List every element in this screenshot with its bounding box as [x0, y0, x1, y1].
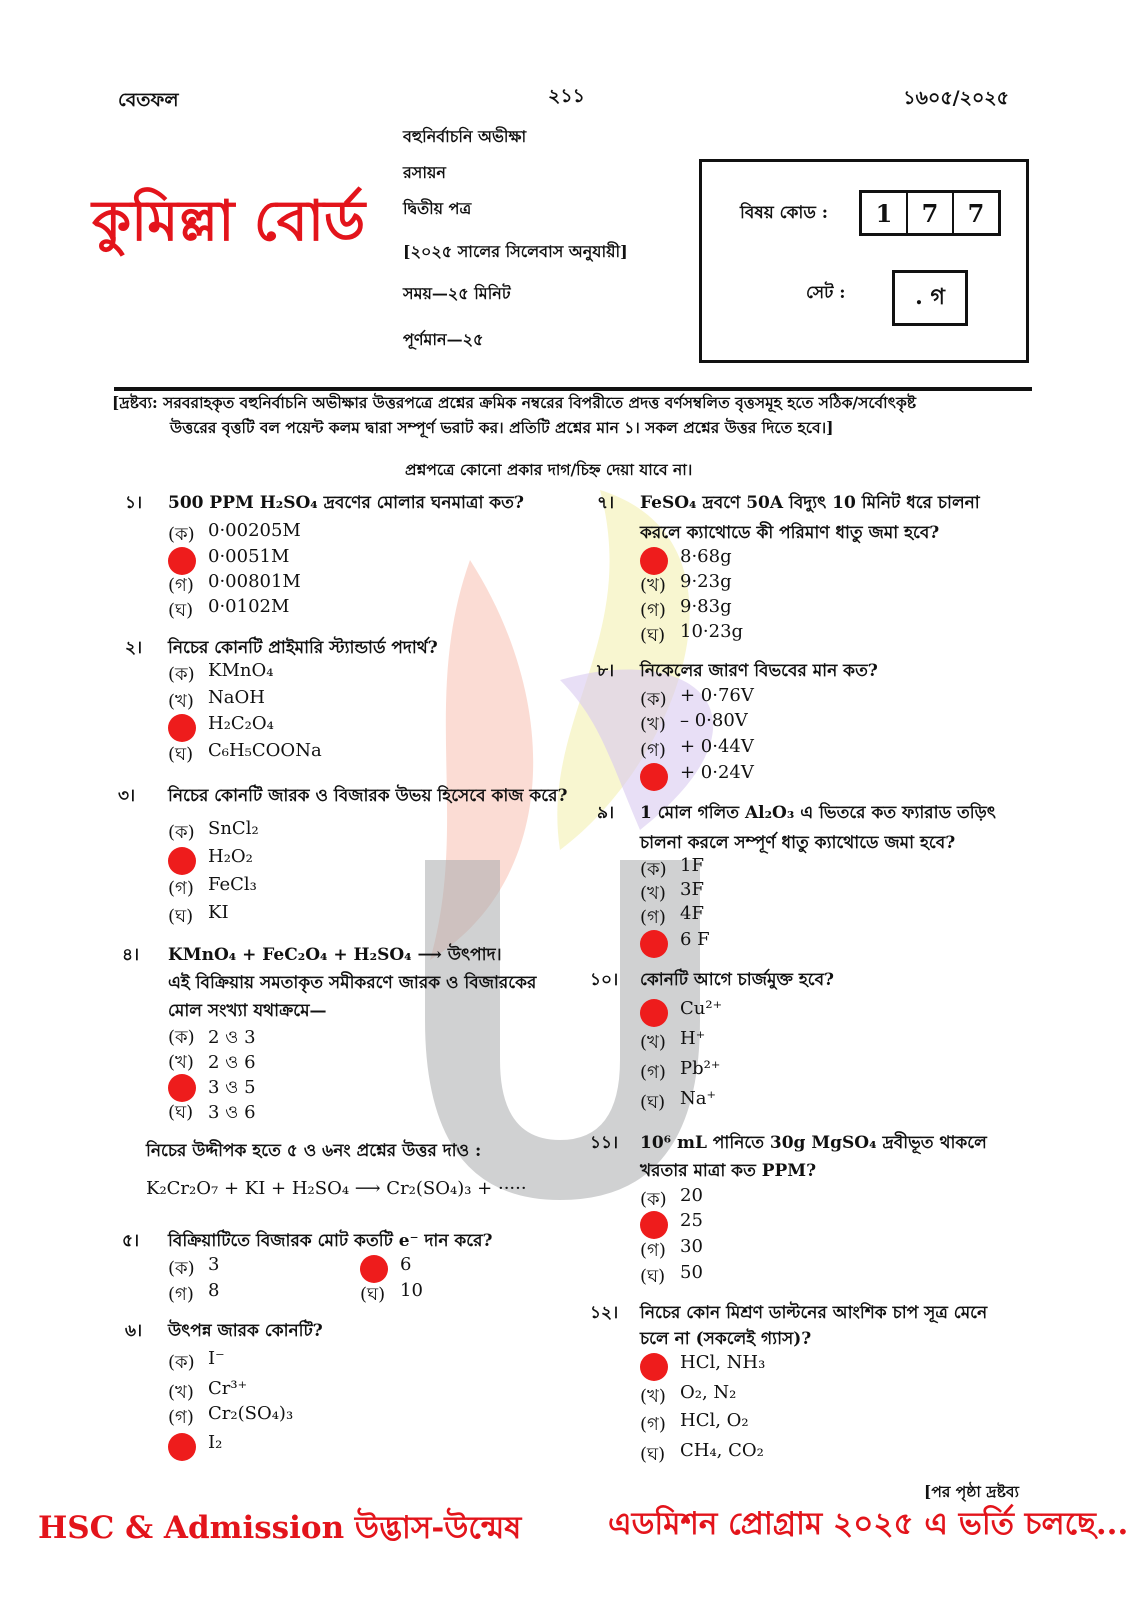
question-text: বিক্রিয়াটিতে বিজারক মোট কতটি e⁻ দান করে? [168, 1231, 493, 1251]
filled-answer-bubble [640, 999, 668, 1027]
question-text: উৎপন্ন জারক কোনটি? [168, 1321, 323, 1341]
option-text: H₂O₂ [208, 846, 253, 867]
footer-right-banner: এডমিশন প্রোগ্রাম ২০২৫ এ ভর্তি চলছে... [608, 1506, 1129, 1542]
option-text: 8·68g [680, 546, 732, 567]
option-label: (ঘ) [640, 1092, 666, 1113]
option-text: H⁺ [680, 1028, 706, 1049]
filled-answer-bubble [640, 1353, 668, 1381]
option-label: (ঘ) [640, 625, 666, 646]
option-label: (খ) [168, 691, 194, 712]
question-number: ১। [125, 493, 143, 513]
filled-answer-bubble [168, 714, 196, 742]
time: সময়—২৫ মিনিট [403, 284, 511, 303]
option-text: 0·0051M [208, 546, 290, 567]
option-text: 6 [400, 1254, 412, 1275]
option-text: SnCl₂ [208, 818, 259, 839]
option-text: I⁻ [208, 1348, 225, 1369]
option-text: 3 ও 6 [208, 1102, 256, 1123]
option-label: (ঘ) [640, 1444, 666, 1465]
subject-code-digits [859, 190, 1001, 236]
option-text: 3 ও 5 [208, 1077, 256, 1098]
option-label: (গ) [168, 878, 194, 899]
question-number: ৯। [597, 803, 615, 823]
option-text: HCl, O₂ [680, 1410, 749, 1431]
set-value: . গ [892, 270, 968, 326]
option-label: (ক) [640, 689, 667, 710]
option-text: + 0·76V [680, 685, 754, 706]
exam-code: ১৬০৫/২০২৫ [903, 87, 1009, 109]
option-text: 30 [680, 1236, 703, 1257]
code-digit: 7 [908, 193, 954, 233]
code-box [699, 159, 1029, 363]
stimulus-intro: নিচের উদ্দীপক হতে ৫ ও ৬নং প্রশ্নের উত্তর দাও : [146, 1141, 482, 1161]
option-text: I₂ [208, 1432, 223, 1453]
option-label: (গ) [640, 1240, 666, 1261]
question-number: ৫। [122, 1231, 140, 1251]
instructions-line1: [দ্রষ্টব্য: সরবরাহকৃত বহুনির্বাচনি অভীক্ষার উত্তরপত্রে প্রশ্নের ক্রমিক নম্বরের বিপরীতে প্রদত্ত বর্ণসম্বলিত বৃত্তসমূহ হতে সঠিক/সর্বোৎকৃষ্ট [112, 393, 917, 412]
option-label: (গ) [640, 907, 666, 928]
option-text: 10 [400, 1280, 423, 1301]
question-text: নিকেলের জারণ বিভবের মান কত? [640, 661, 878, 681]
page-number: ২১১ [548, 85, 586, 107]
option-label: (খ) [640, 883, 666, 904]
option-text: 0·0102M [208, 596, 290, 617]
option-label: (ঘ) [168, 744, 194, 765]
set-label: সেট : [806, 283, 846, 303]
option-label: (খ) [168, 1382, 194, 1403]
option-text: 0·00801M [208, 571, 301, 592]
option-label: (ক) [168, 1352, 195, 1373]
option-label: (গ) [168, 1284, 194, 1305]
footer-left-banner: HSC & Admission উদ্ভাস-উন্মেষ [38, 1510, 522, 1546]
option-text: CH₄, CO₂ [680, 1440, 764, 1461]
question-text: নিচের কোনটি জারক ও বিজারক উভয় হিসেবে কাজ করে? [168, 786, 568, 806]
option-text: KI [208, 902, 229, 923]
option-label: (ক) [640, 859, 667, 880]
option-label: (খ) [168, 1052, 194, 1073]
stimulus-equation: K₂Cr₂O₇ + KI + H₂SO₄ ⟶ Cr₂(SO₄)₃ + ····· [146, 1178, 527, 1199]
question-number: ১০। [590, 970, 619, 990]
question-number: ১২। [590, 1303, 619, 1323]
option-text: 8 [208, 1280, 220, 1301]
option-label: (গ) [168, 575, 194, 596]
option-text: + 0·44V [680, 736, 754, 757]
no-marks-warning: প্রশ্নপত্রে কোনো প্রকার দাগ/চিহ্ন দেয়া যাবে না। [405, 460, 693, 479]
option-label: (ঘ) [360, 1284, 386, 1305]
option-text: 1F [680, 855, 704, 876]
question-text: করলে ক্যাথোডে কী পরিমাণ ধাতু জমা হবে? [640, 523, 940, 543]
question-text: মোল সংখ্যা যথাক্রমে— [168, 1001, 327, 1021]
option-text: 50 [680, 1262, 703, 1283]
option-text: 4F [680, 903, 704, 924]
option-text: 0·00205M [208, 520, 301, 541]
option-label: (ক) [168, 664, 195, 685]
option-label: (ক) [168, 822, 195, 843]
option-text: O₂, N₂ [680, 1382, 737, 1403]
instructions-line2: উত্তরের বৃত্তটি বল পয়েন্ট কলম দ্বারা সম্পূর্ণ ভরাট কর। প্রতিটি প্রশ্নের মান ১। সকল প্রশ্নের উত্তর দিতে হবে।] [170, 418, 834, 437]
option-text: Cu²⁺ [680, 998, 723, 1019]
option-label: (ক) [168, 524, 195, 545]
option-text: 10·23g [680, 621, 744, 642]
option-text: KMnO₄ [208, 660, 274, 681]
option-text: 9·23g [680, 571, 732, 592]
question-text: কোনটি আগে চার্জমুক্ত হবে? [640, 970, 835, 990]
board-title: কুমিল্লা বোর্ড [92, 189, 366, 254]
option-text: 3F [680, 879, 704, 900]
question-text: নিচের কোনটি প্রাইমারি স্ট্যান্ডার্ড পদার্থ? [168, 638, 438, 658]
option-label: (ক) [640, 1189, 667, 1210]
option-text: – 0·80V [680, 710, 748, 731]
option-label: (ঘ) [168, 1102, 194, 1123]
option-text: 20 [680, 1185, 703, 1206]
header-left: বেতফল [118, 89, 179, 111]
question-text: 1 মোল গলিত Al₂O₃ এ ভিতরে কত ফ্যারাড তড়িৎ [640, 803, 996, 823]
option-text: 25 [680, 1210, 703, 1231]
question-text: KMnO₄ + FeC₂O₄ + H₂SO₄ ⟶ উৎপাদ। [168, 945, 502, 965]
option-text: Cr₂(SO₄)₃ [208, 1403, 294, 1424]
option-label: (খ) [640, 1386, 666, 1407]
option-label: (ক) [168, 1258, 195, 1279]
full-marks: পূর্ণমান—২৫ [403, 330, 484, 349]
code-digit: 1 [862, 193, 908, 233]
option-text: 6 F [680, 929, 710, 950]
code-digit: 7 [967, 198, 985, 228]
option-text: H₂C₂O₄ [208, 713, 274, 734]
question-text: নিচের কোন মিশ্রণ ডাল্টনের আংশিক চাপ সূত্র মেনে [640, 1303, 988, 1323]
option-text: 2 ও 3 [208, 1027, 256, 1048]
question-number: ৪। [122, 945, 140, 965]
option-label: (খ) [640, 575, 666, 596]
filled-answer-bubble [360, 1255, 388, 1283]
option-text: C₆H₅COONa [208, 740, 322, 761]
option-text: Pb²⁺ [680, 1058, 721, 1079]
question-text: 500 PPM H₂SO₄ দ্রবণের মোলার ঘনমাত্রা কত? [168, 493, 524, 513]
syllabus: [২০২৫ সালের সিলেবাস অনুযায়ী] [403, 242, 628, 261]
option-label: (গ) [640, 740, 666, 761]
option-text: NaOH [208, 687, 265, 708]
option-label: (গ) [640, 1062, 666, 1083]
question-number: ৭। [597, 493, 615, 513]
question-text: চলে না (সকলেই গ্যাস)? [640, 1329, 812, 1349]
subject-code-label: বিষয় কোড : [740, 203, 829, 223]
paper: দ্বিতীয় পত্র [403, 199, 472, 218]
option-label: (ঘ) [168, 906, 194, 927]
exam-type: বহুনির্বাচনি অভীক্ষা [403, 127, 527, 146]
question-number: ২। [125, 638, 143, 658]
option-text: HCl, NH₃ [680, 1352, 766, 1373]
option-label: (ঘ) [640, 1266, 666, 1287]
question-number: ৩। [118, 786, 136, 806]
subject: রসায়ন [403, 163, 446, 182]
option-text: 3 [208, 1254, 220, 1275]
question-number: ৮। [597, 661, 615, 681]
option-text: 2 ও 6 [208, 1052, 256, 1073]
option-text: 9·83g [680, 596, 732, 617]
option-text: Cr³⁺ [208, 1378, 248, 1399]
question-text: চালনা করলে সম্পূর্ণ ধাতু ক্যাথোডে জমা হবে? [640, 833, 956, 853]
filled-answer-bubble [640, 763, 668, 791]
question-text: এই বিক্রিয়ায় সমতাকৃত সমীকরণে জারক ও বিজারকের [168, 973, 537, 993]
question-text: খরতার মাত্রা কত PPM? [640, 1161, 817, 1181]
question-number: ৬। [125, 1321, 143, 1341]
next-page-note: [পর পৃষ্ঠা দ্রষ্টব্য [923, 1482, 1019, 1501]
option-label: (গ) [640, 600, 666, 621]
option-label: (ক) [168, 1027, 195, 1048]
question-number: ১১। [590, 1133, 619, 1153]
filled-answer-bubble [640, 1211, 668, 1239]
option-text: + 0·24V [680, 762, 754, 783]
option-text: FeCl₃ [208, 874, 257, 895]
option-label: (গ) [168, 1407, 194, 1428]
question-text: FeSO₄ দ্রবণে 50A বিদ্যুৎ 10 মিনিট ধরে চালনা [640, 493, 980, 513]
option-label: (খ) [640, 1032, 666, 1053]
option-label: (ঘ) [168, 600, 194, 621]
filled-answer-bubble [168, 1433, 196, 1461]
option-label: (গ) [640, 1414, 666, 1435]
option-label: (খ) [640, 714, 666, 735]
filled-answer-bubble [640, 930, 668, 958]
option-text: Na⁺ [680, 1088, 716, 1109]
question-text: 10⁶ mL পানিতে 30g MgSO₄ দ্রবীভূত থাকলে [640, 1133, 987, 1153]
filled-answer-bubble [168, 847, 196, 875]
